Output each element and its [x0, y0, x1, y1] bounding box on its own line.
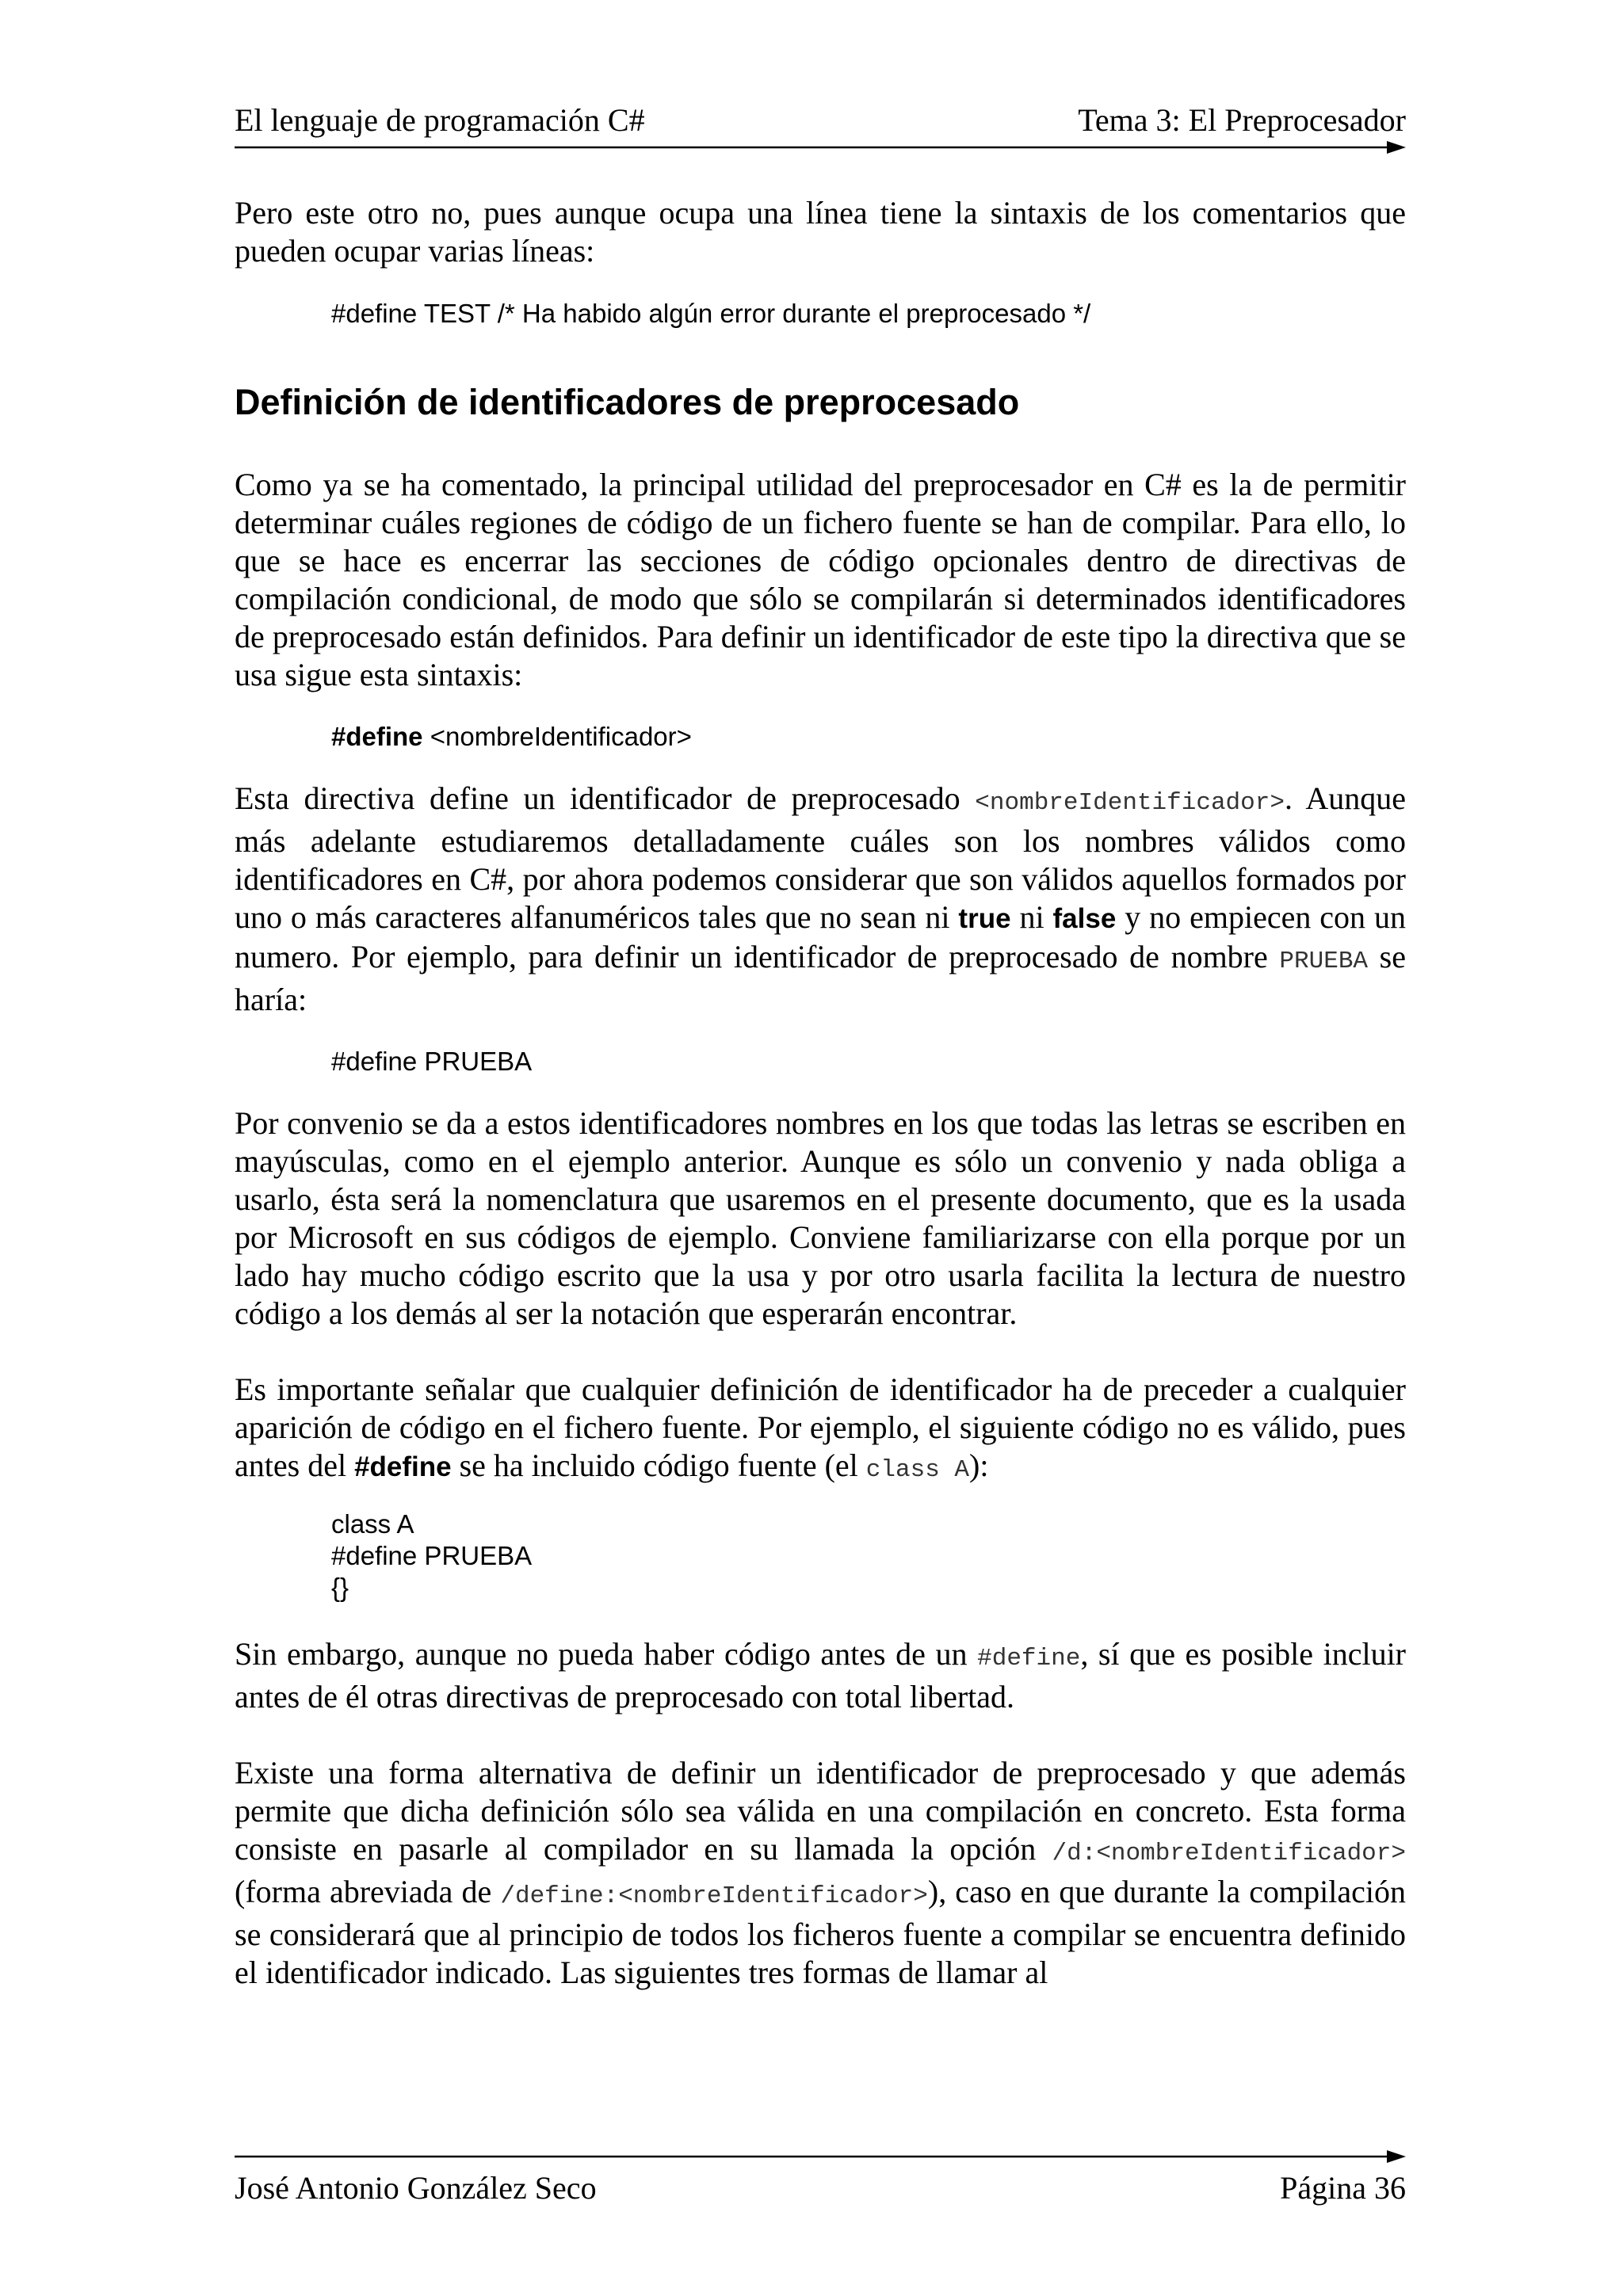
- header-book-title: El lenguaje de programación C#: [235, 102, 645, 138]
- text-run: se haría:: [235, 939, 1406, 1017]
- code-block-2: [331, 721, 1406, 753]
- paragraph-7: [235, 1754, 1406, 1992]
- header-arrow-rule: [235, 139, 1406, 155]
- text-run: se ha incluido código fuente (el: [451, 1447, 866, 1483]
- text-run: Esta directiva define un identificador de preprocesado: [235, 780, 976, 816]
- text-run: Es importante señalar que cualquier definición de identificador ha de preceder a cualquier aparición de código en el fichero fuente. Por ejemplo, el siguiente código no es válido, pues antes del: [235, 1371, 1406, 1483]
- code-line: class A: [331, 1509, 414, 1539]
- footer-arrow-rule: [235, 2149, 1406, 2164]
- text-run: , sí que es posible incluir antes de él otras directivas de preprocesado con total libertad.: [235, 1636, 1406, 1714]
- text-run: ), caso en que durante la compilación se considerará que al principio de todos los ficheros fuente a compilar se encuentra definido el identificador indicado. Las siguientes tres formas de llamar al: [235, 1874, 1406, 1990]
- header-chapter-title: Tema 3: El Preprocesador: [1078, 102, 1406, 138]
- section-heading: Definición de identificadores de preprocesado: [235, 382, 1020, 422]
- inline-code: /d:<nombreIdentificador>: [1052, 1840, 1406, 1867]
- inline-code: #define: [977, 1645, 1081, 1672]
- paragraph-3: [235, 780, 1406, 1019]
- paragraph-6: [235, 1635, 1406, 1716]
- code-line: #define PRUEBA: [331, 1541, 533, 1570]
- text-run: y no empiecen con un numero. Por ejemplo, para definir un identificador de preprocesado de nombre: [235, 899, 1406, 974]
- code-block-3: #define PRUEBA: [331, 1047, 533, 1076]
- keyword-true: true: [958, 903, 1011, 934]
- code-block-1: #define TEST /* Ha habido algún error durante el preprocesado */: [331, 299, 1091, 328]
- code-argument: <nombreIdentificador>: [422, 722, 692, 751]
- inline-code: /define:<nombreIdentificador>: [500, 1882, 928, 1910]
- text-run: ni: [1010, 899, 1053, 935]
- code-keyword-define: #define: [331, 722, 423, 751]
- paragraph-4: Por convenio se da a estos identificadores nombres en los que todas las letras se escriben en mayúsculas, como en el ejemplo anterior. Aunque es sólo un convenio y nada obliga a usarlo, ésta será la nomenclatura que usaremos en el presente documento, que es la usada por Microsoft en sus códigos de ejemplo. Conviene familiarizarse con ella porque por un lado hay mucho código escrito que la usa y por otro usarla facilita la lectura de nuestro código a los demás al ser la notación que esperarán encontrar.: [235, 1105, 1406, 1331]
- code-line: {}: [331, 1573, 349, 1602]
- text-run: Existe una forma alternativa de definir un identificador de preprocesado y que además permite que dicha definición sólo sea válida en una compilación en concreto. Esta forma consiste en pasarle al compilador en su llamada la opción: [235, 1755, 1406, 1867]
- inline-code: PRUEBA: [1279, 948, 1369, 975]
- text-run: Sin embargo, aunque no pueda haber código antes de un: [235, 1636, 978, 1672]
- footer-page-number: Página 36: [1280, 2170, 1406, 2206]
- keyword-define: #define: [354, 1451, 452, 1482]
- paragraph-1: Pero este otro no, pues aunque ocupa una línea tiene la sintaxis de los comentarios que pueden ocupar varias líneas:: [235, 195, 1406, 269]
- text-run: (forma abreviada de: [235, 1874, 501, 1909]
- footer-author: José Antonio González Seco: [235, 2170, 597, 2206]
- text-run: . Aunque más adelante estudiaremos detalladamente cuáles son los nombres válidos como identificadores en C#, por ahora podemos considerar que son válidos aquellos formados por uno o más caracteres alfanuméricos tales que no sean ni: [235, 780, 1407, 935]
- paragraph-2: Como ya se ha comentado, la principal utilidad del preprocesador en C# es la de permitir determinar cuáles regiones de código de un fichero fuente se han de compilar. Para ello, lo que se hace es encerrar las secciones de código opcionales dentro de directivas de compilación condicional, de modo que sólo se compilarán si determinados identificadores de preprocesado están definidos. Para definir un identificador de este tipo la directiva que se usa sigue esta sintaxis:: [235, 467, 1406, 692]
- keyword-false: false: [1052, 903, 1117, 934]
- page-content: [235, 194, 1406, 1992]
- inline-code: class A: [865, 1456, 970, 1484]
- code-block-4: [331, 1508, 1406, 1604]
- text-run: ):: [969, 1447, 989, 1483]
- inline-code: <nombreIdentificador>: [975, 789, 1285, 817]
- paragraph-5: [235, 1371, 1406, 1489]
